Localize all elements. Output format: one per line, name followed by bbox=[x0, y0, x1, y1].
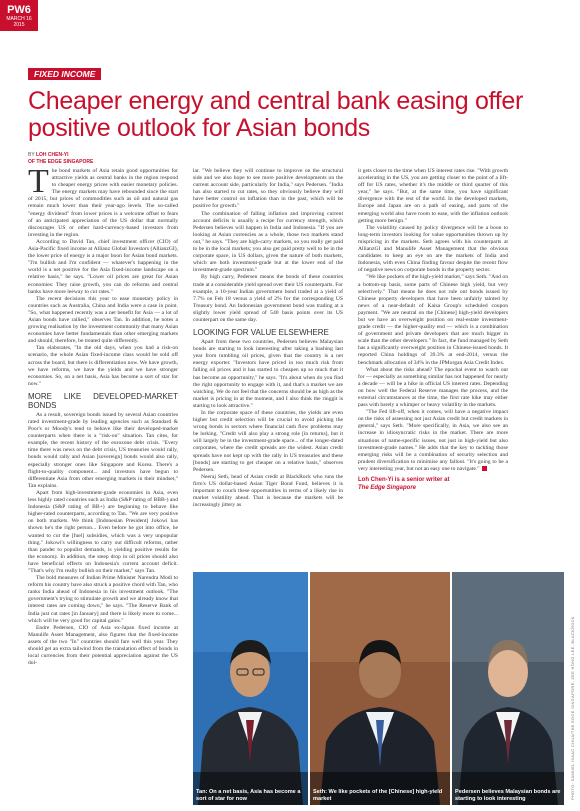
article-paragraph: The combination of falling inflation and improving current account deficits is usually a recipe for currency strength, which Pedersen believes will happen in India and Indonesia. "If you are looking at Asian currencies as a whole, those two markets stand out," he says. "They are high-carry markets, so you really get paid to be in the local markets; you also get paid pretty well to be in the corporate space, in US dollars, given the nature of both markets, which are both investment-grade but at the lower end of the investment-grade spectrum." bbox=[193, 210, 343, 274]
article-paragraph: By high carry, Pedersen means the bonds of these countries trade at a considerable yield spread over their US counterparts. For example, a 10-year Indian government bond traded at a yield of 7.7% on Feb 18 versus a yield of 2% for the corresponding US Treasury bond. An Indonesian government bond was trading at a slightly lower yield spread of 540 basis points over its US counterpart on the same day. bbox=[193, 274, 343, 323]
subheading: LOOKING FOR VALUE ELSEWHERE bbox=[193, 328, 329, 338]
portrait-pedersen-illustration bbox=[452, 572, 564, 805]
portrait-seth-illustration bbox=[310, 572, 450, 805]
article-paragraph: What about the risks ahead? The epochal event to watch out for — especially as something similar has not happened for nearly a decade — will be a hike in official US interest rates. Depending on how well the Federal Reserve manages the process, and the external circumstances at the time, the first rate hike may either pass with barely a whimper or heavy volatility in the markets. bbox=[358, 366, 508, 409]
page-number: PW6 bbox=[7, 4, 31, 16]
headline: Cheaper energy and central bank easing offer positive outlook for Asian bonds bbox=[28, 87, 524, 142]
end-mark-icon bbox=[482, 466, 487, 471]
lead-text: he bond markets of Asia retain good opportunities for attractive yields as central banks in the region respond to cheaper energy prices with easier monetary policies. The energy markets may have rebounded since the start of 2015, but prices of commodities such as oil and natural gas remain much lower than their year-ago levels. The so-called "energy dividend" from lower prices is a welcome offset to fears of an anticipated appreciation of the US dollar that normally discourages US or other hard-currency-based investors from investing in the region. bbox=[28, 168, 178, 238]
article-paragraph: As a result, sovereign bonds issued by several Asian countries rated investment-grade by leading agencies such as Standard & Poor's or Moody's tend to behave like their developed-market counterparts when there is a "risk-on" situation. Tan cites, for example, the recent history of the eurozone debt crisis. "Every time there was news on the debt crisis, US treasuries would rally, bonds would rally and Asian [sovereign] bonds would also rally, especially stronger ones like Singapore and Korea. There's a flight-to-quality component... and investors have begun to differentiate Asia from other emerging markets in their mindset," Tan explains. bbox=[28, 411, 178, 489]
article-paragraph: lar. "We believe they will continue to improve on the structural side and we also hope to see more positive developments on the current account side, particularly for India," says Pedersen. "India has also started to cut rates, so they obviously believe they will have better control on inflation than in the past, which will be positive for growth." bbox=[193, 168, 343, 210]
article-paragraph: The bold measures of Indian Prime Minister Narendra Modi to reform his country have also struck a positive chord with Tan, who ranks India ahead of Indonesia in his investment outlook. "The government's trying to stimulate growth and we already know that interest rates are coming down," he says. "The Reserve Bank of India just cut rates [in January] and there is likely more to come... which will be very good for capital gains." bbox=[28, 575, 178, 624]
author-note-outlet: The Edge Singapore bbox=[358, 484, 417, 491]
article-column-3 bbox=[358, 168, 508, 568]
paragraph-text: "The Fed lift-off, when it comes, will have a negative impact on the risks of assessing not just Asian credit but credit markets in general," says Seth. "More specifically, in Asia, we also see an increase in idiosyncratic risks in the market. There are more situations of name-specific issues, not just in high-yield but also investment-grade names." He adds that the key to tackling those emerging risks will be a combination of security selection and prudent diversification to minimise any fallout. "It's going to be a very interesting year, but not an easy one to navigate." bbox=[358, 409, 508, 472]
photo-caption: Tan: On a net basis, Asia has become a sort of star for now bbox=[196, 789, 301, 803]
article-column-1 bbox=[28, 163, 178, 808]
byline-prefix: BY bbox=[28, 152, 35, 158]
byline-author: LOH CHEN-YI bbox=[35, 152, 69, 158]
photo-tan bbox=[193, 572, 308, 805]
article-paragraph: Apart from these two countries, Pedersen believes Malaysian bonds are starting to look interesting after taking a bashing last year from tumbling oil prices, given that the country is a net energy exporter. "Investors have priced in too much risk from falling oil prices and it has started to cheapen up so much that it has become an opportunity," he says. "It's about when do you find the right opportunity to engage with it, and that's a market we are watching. We do not feel that the concerns should be as high as the market is pricing in at the moment, and I also think the ringgit is starting to look attractive." bbox=[193, 339, 343, 409]
article-paragraph bbox=[28, 163, 178, 239]
portrait-tan-illustration bbox=[193, 572, 308, 805]
article-paragraph: it gets closer to the time when US interest rates rise. "With growth accelerating in the US, you are getting closer to the point of a lift-off for US rates, whether it's the middle or third quarter of this year," he says. "But, at the same time, you have significant divergence with the rest of the world. In the developed markets, Europe and Japan are on a path of easing, and parts of the emerging world also have room to ease, with the inflation outlook getting more benign." bbox=[358, 168, 508, 224]
photo-credit: PHOTO: SAMUEL ISAAC CHUA/THE EDGE SINGAPORE, ZEE HONG LEE, BLACKROCK bbox=[570, 616, 575, 800]
page-number-box bbox=[0, 0, 38, 31]
article-paragraph: Endre Pedersen, CIO of Asia ex-Japan fixed income at Manulife Asset Management, also figures that the fixed-income assets of the two "In" countries should fare well this year. They should get an extra tailwind from the translation effect of bonds in local currencies from their potential appreciation against the US dol- bbox=[28, 624, 178, 667]
page-date-line-1: MARCH 16 bbox=[6, 16, 32, 22]
article-paragraph: The volatility caused by policy divergence will be a boon to long-term investors looking for value opportunities thrown up by mispricing in the markets. Seth agrees with his counterparts at AllianzGI and Manulife Asset Management that the obvious candidates to keep an eye on are the markets of India and Indonesia, with even China finding favour despite the recent flow of negative news on corporate bonds in the property sector. bbox=[358, 224, 508, 274]
byline-outlet: OF THE EDGE SINGAPORE bbox=[28, 159, 94, 165]
photo-seth bbox=[310, 572, 450, 805]
photo-caption: Pedersen believes Malaysian bonds are starting to look interesting bbox=[455, 789, 561, 803]
section-tag: FIXED INCOME bbox=[28, 68, 101, 80]
photo-pedersen bbox=[452, 572, 564, 805]
article-paragraph: Tan elaborates, "In the old days, when you had a risk-on scenario, the whole Asian fixed-income class would be sold off across the board, but there is differentiation now. We have growth, we have reforms, we have the yields and we have stronger economies. So, on a net basis, Asia has become a sort of star for now." bbox=[28, 345, 178, 387]
article-paragraph bbox=[358, 409, 508, 473]
article-column-2 bbox=[193, 168, 343, 568]
article-paragraph: Neeraj Seth, head of Asian credit at BlackRock who runs the firm's US dollar-based Asian Tiger Bond Fund, believes it is important to couch these opportunities in terms of a likely rise in market volatility ahead. That is because the markets will be increasingly jittery as bbox=[193, 473, 343, 509]
photo-caption: Seth: We like pockets of the [Chinese] high-yield market bbox=[313, 789, 443, 803]
drop-cap: T bbox=[28, 163, 49, 200]
article-paragraph: Apart from high-investment-grade economies in Asia, even less highly rated countries such as India (S&P rating of BBB-) and Indonesia (S&P rating of BB+) are beginning to behave like higher-rated counterparts, according to Tan. "We are very positive on both markets. We think [Indonesian President] Jokowi has shown he's the right person... Even before he got into office, he wanted to cut the [fuel] subsidies, which was a very unpopular thing." Jokowi's willingness to carry out difficult reforms, rather than pander to populist demands, is yielding positive results for the economy. In addition, the steep drop in oil prices should also have beneficial effects on Indonesia's current account deficit. "That's why I'm really bullish on their market," says Tan. bbox=[28, 489, 178, 574]
article-paragraph: According to David Tan, chief investment officer (CIO) of Asia-Pacific fixed income at Allianz Global Investors (AllianzGI), the lower price of energy is a major boon for Asian bond markets. "I'm bullish and I'm confident — whatever's happening in the world is a net positive for the Asia fixed-income landscape on a relative basis," he says. "Lower oil prices are great for Asian economies: They raise growth, you can do reforms and central banks have more leeway to cut rates." bbox=[28, 238, 178, 295]
article-paragraph: The recent decisions this year to ease monetary policy in countries such as Australia, China and India were a case in point. "So, what happened recently was a net benefit for Asia — a lot of Asian bonds have rallied," observes Tan. In addition, he notes a growing realisation by the investment community that many Asian economies have better fundamentals than other emerging markets and should, therefore, be treated quite differently. bbox=[28, 295, 178, 345]
page-date-line-2: 2015 bbox=[13, 22, 25, 28]
article-paragraph: In the corporate space of these countries, the yields are even higher but credit selection will be crucial to avoid picking the wrong bonds in sectors where financial cash flow problems may be lurking. "Credit will also play a strong role [in returns], but it will largely be in the investment-grade space... of the longer-dated corporates, where the credit spreads are the widest. Asian credit spreads have not kept up with the rally in US treasuries and these [bonds] are starting to get cheaper on a relative basis," observes Pedersen. bbox=[193, 410, 343, 473]
article-paragraph: "We like pockets of the high-yield market," says Seth. "And on a bottom-up basis, some parts of Chinese high yield, but very selectively." That means he does not rule out bonds issued by Chinese property developers that have been unfairly tainted by news of a near-default of Kaisa Group's scheduled coupon payment. "We are neutral on the [Chinese] high-yield developers but we have an overweight position on real-estate investment-grade credit — the higher-quality end — which is a combination of government and private developers that are much bigger in scale than the other developers." In fact, the fund managed by Seth has a significantly overweight position in Chinese-issued bonds. It reported China holdings of 39.3% at end-2014, versus the benchmark allocation of 34% in the JPMorgan Asia Credit Index. bbox=[358, 274, 508, 366]
subheading: MORE LIKE DEVELOPED-MARKET BONDS bbox=[28, 391, 178, 410]
author-note bbox=[358, 477, 508, 492]
author-note-line: Loh Chen-Yi is a senior writer at bbox=[358, 477, 450, 484]
